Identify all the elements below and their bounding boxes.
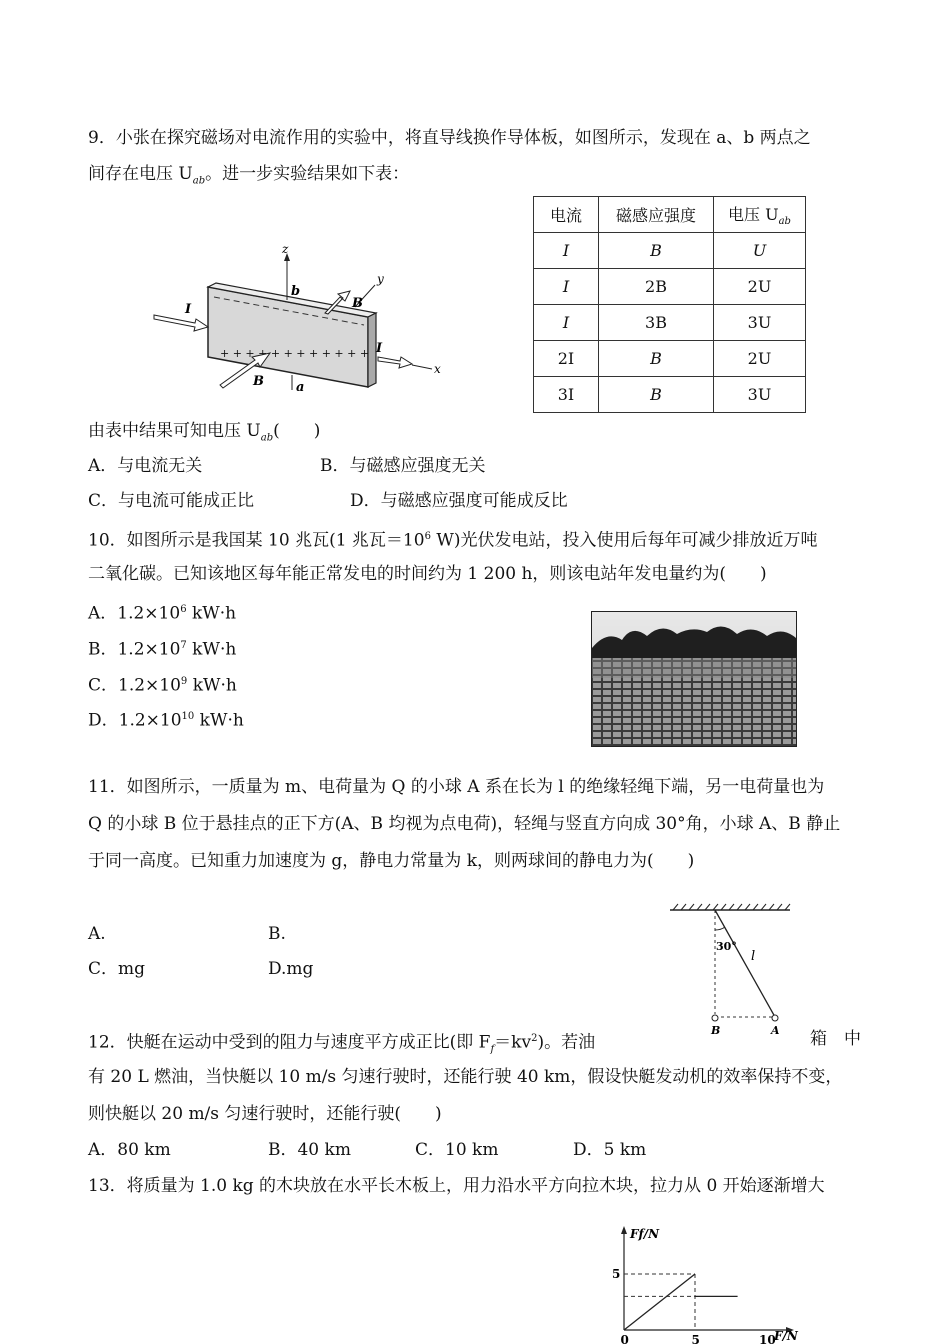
series-line-1 — [624, 1274, 695, 1330]
q12-option-a: A．80 km — [88, 1140, 171, 1160]
table-row — [534, 269, 806, 305]
table-cell: 2U — [714, 341, 806, 377]
table-cell: 2U — [714, 269, 806, 305]
table-cell: 3U — [714, 377, 806, 413]
table-row — [534, 341, 806, 377]
q9-conductor-figure — [150, 242, 450, 395]
table-row — [534, 233, 806, 269]
table-row — [534, 377, 806, 413]
a-label: a — [296, 380, 305, 395]
header-current: 电流 — [534, 197, 599, 233]
header-field: 磁感应强度 — [599, 197, 714, 233]
q9-results-table — [533, 196, 806, 413]
table-cell: I — [534, 269, 599, 305]
q9-stem: 由表中结果可知电压 $U_{ab}$( ) — [88, 421, 321, 444]
q9-option-c: C．与电流可能成正比 — [88, 491, 255, 511]
q11-option-a: A. — [88, 924, 106, 944]
q9-option-b: B．与磁感应强度无关 — [320, 456, 486, 476]
q11-line3: 于同一高度。已知重力加速度为 g，静电力常量为 k，则两球间的静电力为( ) — [88, 851, 695, 871]
q9-option-a: A．与电流无关 — [88, 456, 203, 476]
table-row — [534, 305, 806, 341]
table-cell: 2B — [599, 269, 714, 305]
y-tick-label: 5 — [612, 1267, 621, 1281]
table-cell: B — [599, 233, 714, 269]
table-header-row — [534, 197, 806, 233]
z-axis-label: z — [282, 242, 289, 256]
q11-option-c: C．mg — [88, 959, 146, 979]
q10-option-d: D．$1.2\times 10^{10}$ kW·h — [88, 710, 244, 731]
svg-text:+ + + + + + + + + + + +: + + + + + + + + + + + + — [220, 347, 370, 360]
q12-line1: 12．快艇在运动中受到的阻力与速度平方成正比(即 $F_f=kv^2$)。若油 — [88, 1032, 596, 1056]
angle-label: 30° — [716, 940, 737, 953]
table-cell: 2I — [534, 341, 599, 377]
string-length-label: l — [751, 949, 756, 964]
i-right-label: I — [376, 341, 383, 356]
table-cell: 3B — [599, 305, 714, 341]
table-cell: 3I — [534, 377, 599, 413]
table-cell: B — [599, 377, 714, 413]
y-axis-title: Ff/N — [630, 1227, 660, 1241]
q12-option-d: D．5 km — [573, 1140, 647, 1160]
pendulum-figure — [665, 900, 795, 1035]
q13-line1: 13．将质量为 1.0 kg 的木块放在水平长木板上，用力沿水平方向拉木块，拉力从 0 开始逐渐增大 — [88, 1176, 825, 1196]
q10-line2: 二氧化碳。已知该地区每年能正常发电的时间约为 1 200 h，则该电站年发电量约为( ) — [88, 564, 767, 584]
q12-line1-tail: 箱 中 — [810, 1029, 861, 1049]
q12-option-c: C．10 km — [415, 1140, 499, 1160]
i-left-label: I — [185, 302, 192, 317]
ball-a-label: A — [771, 1024, 780, 1037]
table-cell: 3U — [714, 305, 806, 341]
table-cell: I — [534, 305, 599, 341]
x-tick-label: 5 — [691, 1333, 700, 1344]
q11-line2: Q 的小球 B 位于悬挂点的正下方(A、B 均视为点电荷)，轻绳与竖直方向成 30°角，小球 A、B 静止 — [88, 814, 841, 834]
table-cell: I — [534, 233, 599, 269]
x-axis-label: x — [434, 362, 441, 376]
friction-force-chart — [600, 1222, 800, 1344]
q10-option-c: C．$1.2\times 10^9$ kW·h — [88, 675, 237, 696]
b-bottom-label: B — [253, 374, 264, 389]
ball-b-label: B — [711, 1024, 721, 1037]
q11-option-d: D.mg — [268, 959, 314, 979]
q10-option-b: B．$1.2\times 10^7$ kW·h — [88, 639, 237, 660]
q12-line2: 有 20 L 燃油，当快艇以 10 m/s 匀速行驶时，还能行驶 40 km，假设快艇发动机的效率保持不变， — [88, 1067, 843, 1087]
q9-line2: 间存在电压 $U_{ab}$。进一步实验结果如下表： — [88, 164, 410, 187]
q9-option-d: D．与磁感应强度可能成反比 — [350, 491, 568, 511]
q10-option-a: A．$1.2\times 10^6$ kW·h — [88, 603, 237, 624]
b-top-label: B — [352, 296, 363, 311]
y-axis-label: y — [377, 272, 384, 286]
header-voltage: 电压 $U_{ab}$ — [714, 197, 806, 233]
x-tick-label: 0 — [620, 1333, 629, 1344]
q11-option-b: B. — [268, 924, 286, 944]
table-cell: U — [714, 233, 806, 269]
q12-line3: 则快艇以 20 m/s 匀速行驶时，还能行驶( ) — [88, 1104, 442, 1124]
x-axis-title: F/N — [774, 1329, 798, 1343]
q11-line1: 11．如图所示，一质量为 m、电荷量为 Q 的小球 A 系在长为 l 的绝缘轻绳下端，另一电荷量也为 — [88, 777, 825, 797]
q12-option-b: B．40 km — [268, 1140, 351, 1160]
q10-line1: 10．如图所示是我国某 10 兆瓦(1 兆瓦$=10^6$ W)光伏发电站，投入使用后每年可减少排放近万吨 — [88, 530, 818, 551]
table-cell: B — [599, 341, 714, 377]
b-label: b — [291, 284, 301, 299]
q9-line1: 9．小张在探究磁场对电流作用的实验中，将直导线换作导体板，如图所示，发现在 a、b 两点之 — [88, 128, 811, 148]
x-tick-label: 10 — [759, 1333, 776, 1344]
solar-farm-photo — [591, 611, 797, 747]
